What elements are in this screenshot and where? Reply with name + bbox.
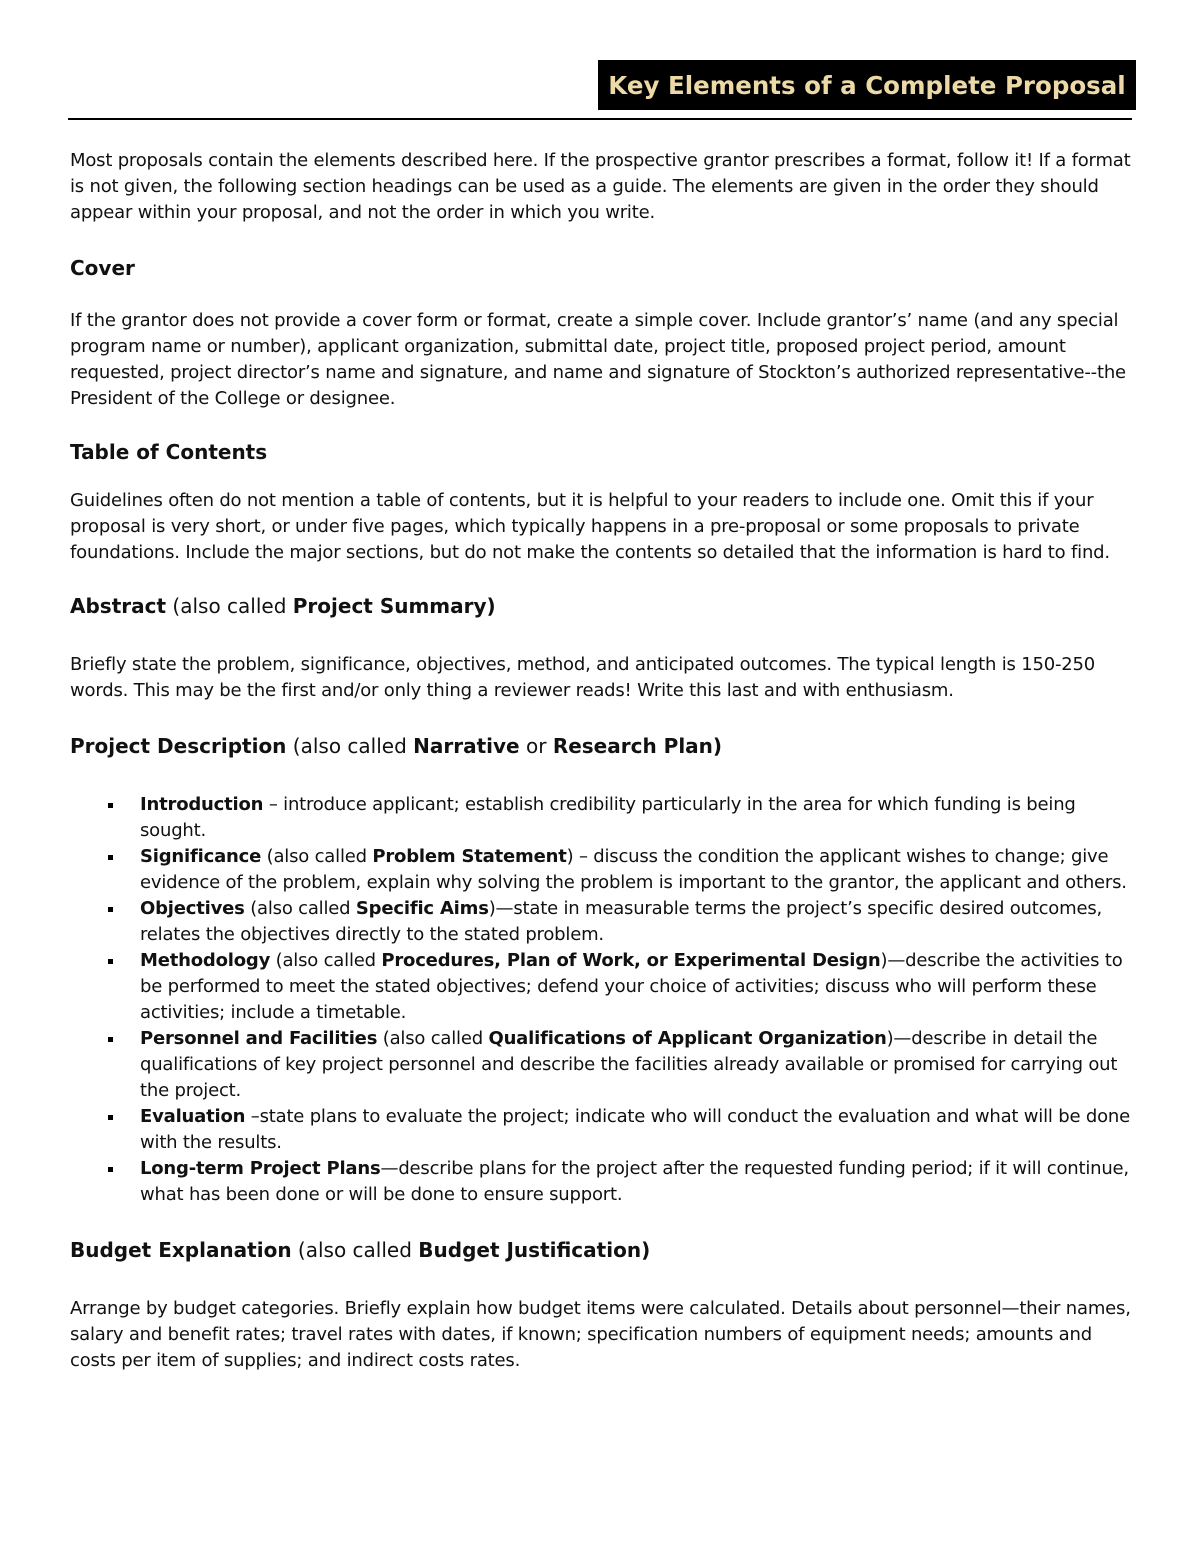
abstract-alt-suffix: )	[486, 594, 496, 618]
bullet-square-icon	[108, 1115, 113, 1120]
list-item	[70, 948, 1132, 1026]
project-alt-prefix: (also called	[286, 734, 414, 758]
item-term: Objectives	[140, 898, 245, 919]
list-item	[70, 844, 1132, 896]
project-title: Project Description	[70, 734, 287, 758]
item-desc: ) – discuss the condition the applicant wishes to change; give evidence of the problem, explain why solving the problem is important to the grantor, the applicant and others.	[140, 846, 1127, 893]
intro-paragraph: Most proposals contain the elements described here. If the prospective grantor prescribes a format, follow it! If a format is not given, the following section headings can be used as a guide. The elements are given in the order they should appear within your proposal, and not the order in which you write.	[70, 150, 1131, 223]
section-heading-toc	[70, 438, 1132, 466]
title-banner	[598, 60, 1136, 110]
item-desc: )—describe in detail the qualifications of key project personnel and describe the facilities already available or promised for carrying out the project.	[140, 1028, 1118, 1101]
item-term: Evaluation	[140, 1106, 246, 1127]
item-alt-prefix: (also called	[261, 846, 373, 867]
abstract-paragraph: Briefly state the problem, significance, objectives, method, and anticipated outcomes. The typical length is 150-250 words. This may be the first and/or only thing a reviewer reads! Write this last and with enthusiasm.	[70, 654, 1096, 701]
abstract-alt-name: Project Summary	[292, 594, 487, 618]
toc-paragraph: Guidelines often do not mention a table of contents, but it is helpful to your readers to include one. Omit this if your proposal is very short, or under five pages, which typically happens in a pre-proposal or some proposals to private foundations. Include the major sections, but do not make the contents so detailed that the information is hard to find.	[70, 490, 1110, 563]
budget-alt-name: Budget Justification	[418, 1238, 642, 1262]
document-body	[70, 148, 1132, 1374]
section-heading-project-description	[70, 732, 1132, 760]
item-term: Personnel and Facilities	[140, 1028, 378, 1049]
bullet-square-icon	[108, 803, 113, 808]
page-title: Key Elements of a Complete Proposal	[608, 70, 1126, 100]
toc-title: Table of Contents	[70, 440, 268, 464]
bullet-square-icon	[108, 907, 113, 912]
project-alt-name-2: Research Plan	[552, 734, 713, 758]
budget-title: Budget Explanation	[70, 1238, 292, 1262]
item-desc: —describe plans for the project after the requested funding period; if it will continue, what has been done or will be done to ensure support.	[140, 1158, 1129, 1205]
cover-paragraph: If the grantor does not provide a cover form or format, create a simple cover. Include grantor’s’ name (and any special program name or number), applicant organization, submittal date, project title, proposed project period, amount requested, project director’s name and signature, and name and signature of Stockton’s authorized representative--the President of the College or designee.	[70, 310, 1126, 409]
cover-title: Cover	[70, 256, 135, 280]
item-desc: )—state in measurable terms the project’s specific desired outcomes, relates the objectives directly to the stated problem.	[140, 898, 1103, 945]
section-heading-cover	[70, 254, 1132, 282]
budget-alt-suffix: )	[641, 1238, 651, 1262]
section-heading-abstract	[70, 592, 1132, 620]
list-item	[70, 896, 1132, 948]
item-desc: –state plans to evaluate the project; indicate who will conduct the evaluation and what will be done with the results.	[140, 1106, 1130, 1153]
budget-alt-prefix: (also called	[291, 1238, 419, 1262]
item-alt-name: Problem Statement	[372, 846, 567, 867]
bullet-square-icon	[108, 855, 113, 860]
item-alt-prefix: (also called	[244, 898, 356, 919]
budget-paragraph: Arrange by budget categories. Briefly explain how budget items were calculated. Details about personnel—their names, salary and benefit rates; travel rates with dates, if known; specification numbers of equipment needs; amounts and costs per item of supplies; and indirect costs rates.	[70, 1298, 1131, 1371]
project-alt-or: or	[519, 734, 553, 758]
item-desc: – introduce applicant; establish credibility particularly in the area for which funding is being sought.	[140, 794, 1076, 841]
abstract-alt-prefix: (also called	[166, 594, 293, 618]
item-desc: )—describe the activities to be performed to meet the stated objectives; defend your choice of activities; discuss who will perform these activities; include a timetable.	[140, 950, 1123, 1023]
project-elements-list	[70, 792, 1132, 1208]
bullet-square-icon	[108, 1167, 113, 1172]
item-term: Significance	[140, 846, 262, 867]
bullet-square-icon	[108, 1037, 113, 1042]
title-rule	[68, 118, 1132, 120]
list-item	[70, 1104, 1132, 1156]
item-term: Introduction	[140, 794, 264, 815]
list-item	[70, 1026, 1132, 1104]
list-item	[70, 1156, 1132, 1208]
item-term: Long-term Project Plans	[140, 1158, 381, 1179]
bullet-square-icon	[108, 959, 113, 964]
abstract-title: Abstract	[70, 594, 167, 618]
item-alt-name: Specific Aims	[355, 898, 489, 919]
project-alt-suffix: )	[712, 734, 723, 758]
section-heading-budget	[70, 1236, 1132, 1264]
project-alt-name-1: Narrative	[413, 734, 520, 758]
item-alt-name: Procedures, Plan of Work, or Experimental Design	[381, 950, 881, 971]
item-alt-prefix: (also called	[270, 950, 382, 971]
item-alt-name: Qualifications of Applicant Organization	[488, 1028, 887, 1049]
item-alt-prefix: (also called	[377, 1028, 489, 1049]
item-term: Methodology	[140, 950, 271, 971]
list-item	[70, 792, 1132, 844]
